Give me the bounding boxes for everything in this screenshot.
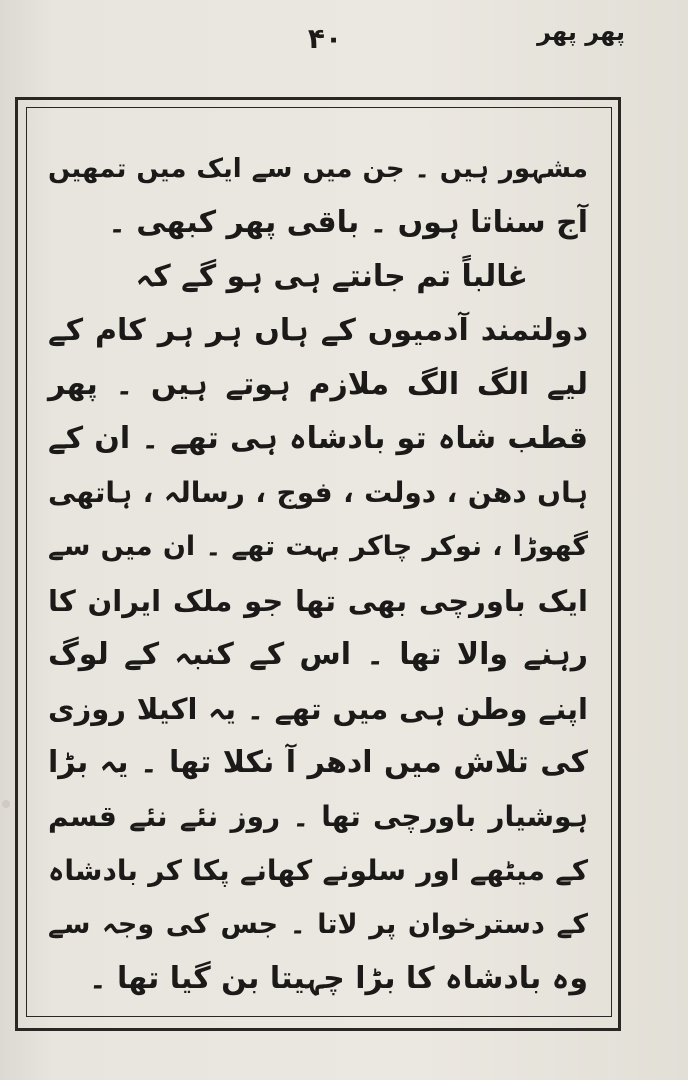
page-number: ۴۰ [307, 22, 343, 55]
text-line: لیے الگ الگ ملازم ہوتے ہیں ۔ پھر [48, 367, 588, 402]
text-line: دولتمند آدمیوں کے ہاں ہر ہر کام کے [48, 313, 588, 348]
text-line: کے دسترخوان پر لاتا ۔ جس کی وجہ سے [48, 909, 588, 940]
text-line: قطب شاہ تو بادشاہ ہی تھے ۔ ان کے [48, 421, 588, 456]
margin-blemish [2, 800, 10, 808]
text-line: ہوشیار باورچی تھا ۔ روز نئے نئے قسم [48, 800, 588, 833]
text-line: گھوڑا ، نوکر چاکر بہت تھے ۔ ان میں سے [48, 531, 588, 562]
text-line: اپنے وطن ہی میں تھے ۔ یہ اکیلا روزی [48, 692, 588, 726]
text-line: مشہور ہیں ۔ جن میں سے ایک میں تمھیں [48, 154, 588, 184]
body-text [48, 142, 588, 1006]
text-line: ایک باورچی بھی تھا جو ملک ایران کا [48, 584, 588, 618]
text-line: کے میٹھے اور سلونے کھانے پکا کر بادشاہ [48, 854, 588, 887]
text-line: کی تلاش میں ادھر آ نکلا تھا ۔ یہ بڑا [48, 745, 588, 780]
text-line: آج سناتا ہوں ۔ باقی پھر کبھی ۔ [108, 205, 588, 240]
text-line: ہاں دھن ، دولت ، فوج ، رسالہ ، ہاتھی [48, 476, 588, 509]
text-line: رہنے والا تھا ۔ اس کے کنبہ کے لوگ [48, 637, 588, 672]
running-title: پھر پھر [537, 18, 625, 46]
text-line: وہ بادشاہ کا بڑا چہیتا بن گیا تھا ۔ [88, 961, 588, 996]
text-line: غالباً تم جانتے ہی ہو گے کہ [135, 259, 528, 294]
